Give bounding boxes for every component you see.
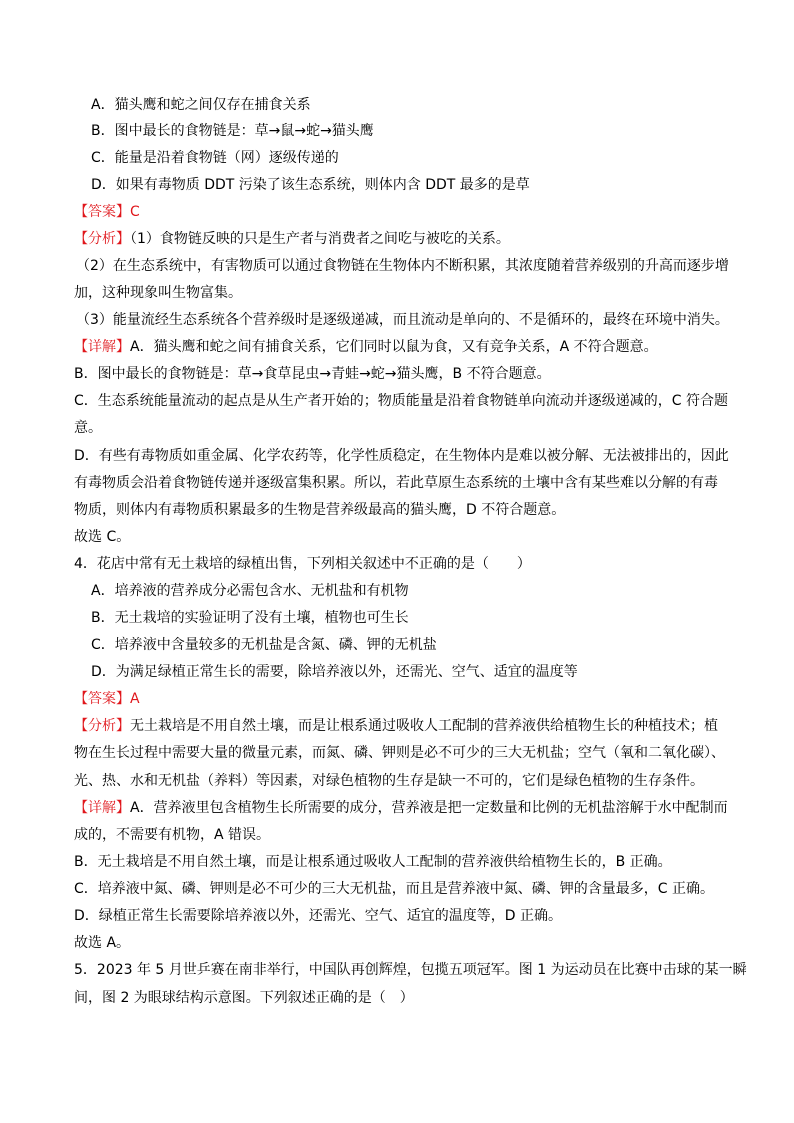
analysis-line: （1）食物链反映的只是生产者与消费者之间吃与被吃的关系。 (130, 231, 510, 247)
q3-option-a: A．猫头鹰和蛇之间仅存在捕食关系 (91, 97, 311, 113)
analysis-tag: 【分析】 (74, 231, 130, 247)
q4-option-b: B．无土栽培的实验证明了没有土壤，植物也可生长 (91, 610, 409, 626)
answer-tag: 【答案】 (74, 691, 130, 707)
q4-stem: 4．花店中常有无土栽培的绿植出售，下列相关叙述中不正确的是（ ） (74, 556, 531, 572)
answer-tag: 【答案】 (74, 204, 130, 220)
analysis-line: （3）能量流经生态系统各个营养级时是逐级递减，而且流动是单向的、不是循环的，最终在环境中消失。 (76, 312, 729, 328)
q3-detail (74, 337, 658, 357)
analysis-line: 无土栽培是不用自然土壤，而是让根系通过吸收人工配制的营养液供给植物生长的种植技术；植 (130, 718, 718, 734)
detail-line: 意。 (74, 420, 102, 436)
q3-analysis (74, 229, 510, 249)
analysis-line: （2）在生态系统中，有害物质可以通过食物链在生物体内不断积累，其浓度随着营养级别的升高而逐步增 (76, 258, 729, 274)
q5-stem: 5．2023 年 5 月世乒赛在南非举行，中国队再创辉煌，包揽五项冠军。图 1 为运动员在比赛中击球的某一瞬 (74, 962, 747, 978)
q3-option-d: D．如果有毒物质 DDT 污染了该生态系统，则体内含 DDT 最多的是草 (91, 177, 530, 193)
q4-option-c: C．培养液中含量较多的无机盐是含氮、磷、钾的无机盐 (91, 637, 437, 653)
detail-tag: 【详解】 (74, 800, 130, 816)
detail-line: 物质，则体内有毒物质积累最多的生物是营养级最高的猫头鹰，D 不符合题意。 (74, 502, 566, 518)
q3-answer (74, 202, 140, 222)
detail-line: 成的，不需要有机物，A 错误。 (74, 827, 271, 843)
answer-value: A (130, 691, 140, 707)
detail-tag: 【详解】 (74, 339, 130, 355)
detail-line: 有毒物质会沿着食物链传递并逐级富集积累。所以，若此草原生态系统的土壤中含有某些难以分解的有毒 (74, 475, 718, 491)
detail-line: B．无土栽培是不用自然土壤，而是让根系通过吸收人工配制的营养液供给植物生长的，B 正确。 (74, 854, 672, 870)
q4-option-d: D．为满足绿植正常生长的需要，除培养液以外，还需光、空气、适宜的温度等 (91, 664, 578, 680)
detail-line: C．培养液中氮、磷、钾则是必不可少的三大无机盐，而且是营养液中氮、磷、钾的含量最多，C 正确。 (74, 881, 714, 897)
analysis-tag: 【分析】 (74, 718, 130, 734)
detail-line: C．生态系统能量流动的起点是从生产者开始的；物质能量是沿着食物链单向流动并逐级递减的，C 符合题 (74, 393, 728, 409)
q3-option-c: C．能量是沿着食物链（网）逐级传递的 (91, 150, 339, 166)
q4-answer (74, 689, 140, 709)
conclusion: 故选 A。 (74, 935, 131, 951)
q5-stem-cont: 间，图 2 为眼球结构示意图。下列叙述正确的是（ ） (74, 990, 414, 1006)
detail-line: A．营养液里包含植物生长所需要的成分，营养液是把一定数量和比例的无机盐溶解于水中配制而 (130, 800, 728, 816)
detail-line: B．图中最长的食物链是：草→食草昆虫→青蛙→蛇→猫头鹰，B 不符合题意。 (74, 366, 551, 382)
analysis-line: 加，这种现象叫生物富集。 (74, 285, 242, 301)
answer-value: C (130, 204, 140, 220)
detail-line: A．猫头鹰和蛇之间有捕食关系，它们同时以鼠为食，又有竞争关系，A 不符合题意。 (130, 339, 658, 355)
q4-analysis (74, 716, 718, 736)
analysis-line: 物在生长过程中需要大量的微量元素，而氮、磷、钾则是必不可少的三大无机盐；空气（氧和二氧化碳）、 (74, 745, 725, 761)
detail-line: D．绿植正常生长需要除培养液以外，还需光、空气、适宜的温度等，D 正确。 (74, 908, 563, 924)
q3-option-b: B．图中最长的食物链是：草→鼠→蛇→猫头鹰 (91, 123, 374, 139)
q4-detail (74, 798, 728, 818)
q4-option-a: A．培养液的营养成分必需包含水、无机盐和有机物 (91, 583, 409, 599)
conclusion: 故选 C。 (74, 529, 131, 545)
detail-line: D．有些有毒物质如重金属、化学农药等，化学性质稳定，在生物体内是难以被分解、无法被排出的，因此 (74, 448, 729, 464)
analysis-line: 光、热、水和无机盐（养料）等因素，对绿色植物的生存是缺一不可的，它们是绿色植物的生存条件。 (74, 773, 704, 789)
